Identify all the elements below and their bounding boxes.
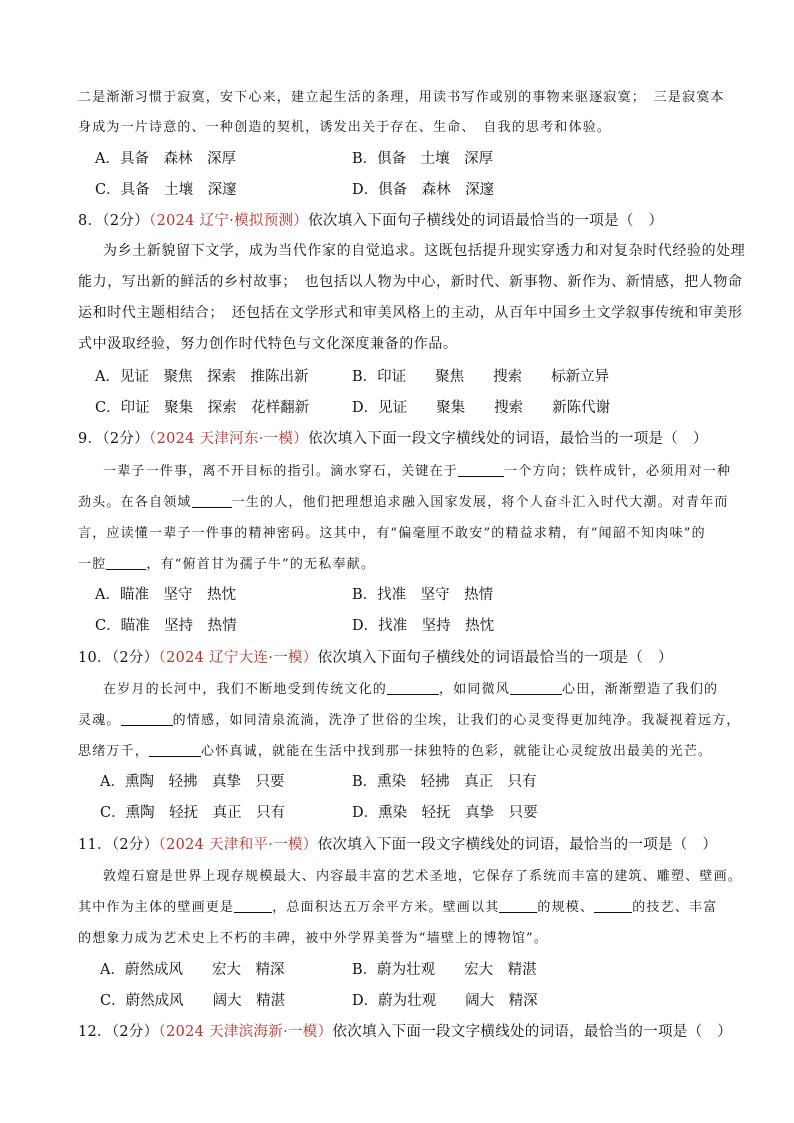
question-source: （2024 天津和平·一模） <box>158 837 318 853</box>
option-c[interactable]: C．熏陶 轻抚 真正 只有 <box>100 805 286 821</box>
passage-line: 运和时代主题相结合； 还包括在文学形式和审美风格上的主动，从百年中国乡土文学叙事传统和审美形 <box>78 305 743 321</box>
option-b[interactable]: B．找准 坚守 热情 <box>352 587 494 603</box>
passage-line: 敦煌石窟是世界上现存规模最大、内容最丰富的艺术圣地，它保存了系统而丰富的建筑、雕塑、壁画。 <box>103 869 743 884</box>
answer-blank <box>387 682 439 695</box>
question-source: （2024 天津滨海新·一模） <box>158 1024 333 1040</box>
passage-line: 其中作为主体的壁画更是 ，总面积达五万余平方米。壁画以其 的规模、 的技艺、丰富 <box>78 900 718 915</box>
option-d[interactable]: D．找准 坚持 热忱 <box>352 618 495 634</box>
passage-line: 思绪万千， 心怀真诚，就能在生活中找到那一抹独特的色彩，就能让心灵绽放出最美的光芒。 <box>78 744 713 759</box>
option-b[interactable]: B．熏染 轻拂 真正 只有 <box>352 774 537 790</box>
answer-blank <box>234 900 272 913</box>
passage-line: 在岁月的长河中，我们不断地受到传统文化的 ，如同微风 心田，渐渐塑造了我们的 <box>103 682 719 697</box>
passage-line: 二是渐渐习惯于寂寞，安下心来，建立起生活的条理，用读书写作或别的事物来驱逐寂寞； 三是寂寞本 <box>78 90 725 105</box>
question-9 <box>78 427 708 448</box>
option-b[interactable]: B．俱备 土壤 深厚 <box>352 151 494 167</box>
question-stem: 依次填入下面句子横线处的词语最恰当的一项是（ ） <box>308 213 664 229</box>
passage-line: 式中汲取经验，努力创作时代特色与文化深度兼备的作品。 <box>78 336 458 352</box>
answer-blank <box>458 464 504 477</box>
question-number: 8．（2分） <box>78 213 150 229</box>
passage-line: 为乡土新貌留下文学，成为当代作家的自觉追求。这既包括提升现实穿透力和对复杂时代经验的处理 <box>103 243 746 259</box>
option-d[interactable]: D．见证 聚集 搜索 新陈代谢 <box>352 400 611 416</box>
passage-line: 灵魂。 的情感，如同清泉流淌，洗净了世俗的尘埃，让我们的心灵变得更加纯净。我凝视着远方， <box>78 713 741 728</box>
passage-line: 身成为一片诗意的、一种创造的契机，诱发出关于存在、生命、 自我的思考和体验。 <box>78 120 612 135</box>
question-number: 12．（2分） <box>78 1024 159 1040</box>
option-a[interactable]: A．熏陶 轻拂 真挚 只要 <box>100 774 285 790</box>
question-10 <box>78 646 673 667</box>
option-a[interactable]: A．瞄准 坚守 热忱 <box>95 587 236 603</box>
option-c[interactable]: C．具备 土壤 深邃 <box>95 182 237 198</box>
passage-line: 的想象力成为艺术史上不朽的丰碑，被中外学界美誉为“墙壁上的博物馆”。 <box>78 931 549 946</box>
answer-blank <box>594 900 632 913</box>
question-8 <box>78 209 663 230</box>
option-d[interactable]: D．蔚为壮观 阔大 精深 <box>352 993 538 1009</box>
question-stem: 依次填入下面一段文字横线处的词语，最恰当的一项是（ ） <box>332 1024 733 1040</box>
option-b[interactable]: B．印证 聚焦 搜索 标新立异 <box>352 369 610 385</box>
option-a[interactable]: A．蔚然成风 宏大 精深 <box>100 962 285 978</box>
question-number: 9．（2分） <box>78 431 150 447</box>
answer-blank <box>106 557 146 570</box>
option-c[interactable]: C．瞄准 坚持 热情 <box>95 618 237 634</box>
passage-line: 一辈子一件事，离不开目标的指引。滴水穿石，关键在于 一个方向；铁杵成针，必须用对一种 <box>103 464 732 479</box>
passage-line: 能力，写出新的鲜活的乡村故事； 也包括以人物为中心，新时代、新事物、新作为、新情感，把人物命 <box>78 274 743 290</box>
option-d[interactable]: D．俱备 森林 深邃 <box>352 182 495 198</box>
question-stem: 依次填入下面句子横线处的词语最恰当的一项是（ ） <box>317 650 673 666</box>
option-c[interactable]: C．印证 聚集 探索 花样翻新 <box>95 400 310 416</box>
answer-blank <box>192 495 232 508</box>
question-stem: 依次填入下面一段文字横线处的词语，最恰当的一项是（ ） <box>308 431 708 447</box>
question-stem: 依次填入下面一段文字横线处的词语，最恰当的一项是（ ） <box>317 837 718 853</box>
passage-line: 言，应读懂一辈子一件事的精神密码。这其中，有“偏毫厘不敢安”的精益求精，有“闻韶不知肉味”的 <box>78 526 706 541</box>
question-source: （2024 辽宁·模拟预测） <box>149 213 309 229</box>
answer-blank <box>510 682 562 695</box>
answer-blank <box>121 713 173 726</box>
question-11 <box>78 833 717 854</box>
question-source: （2024 辽宁大连·一模） <box>158 650 318 666</box>
passage-line: 一腔 ，有“俯首甘为孺子牛”的无私奉献。 <box>78 557 376 572</box>
question-number: 11．（2分） <box>78 837 159 853</box>
option-c[interactable]: C．蔚然成风 阔大 精湛 <box>100 993 286 1009</box>
answer-blank <box>149 744 201 757</box>
option-a[interactable]: A．具备 森林 深厚 <box>95 151 236 167</box>
option-b[interactable]: B．蔚为壮观 宏大 精湛 <box>352 962 537 978</box>
option-d[interactable]: D．熏染 轻抚 真挚 只要 <box>352 805 538 821</box>
answer-blank <box>499 900 537 913</box>
option-a[interactable]: A．见证 聚焦 探索 推陈出新 <box>95 369 309 385</box>
question-number: 10．（2分） <box>78 650 159 666</box>
question-12 <box>78 1020 732 1041</box>
passage-line: 劲头。在各自领域 一生的人，他们把理想追求融入国家发展，将个人奋斗汇入时代大潮。对青年而 <box>78 495 729 510</box>
question-source: （2024 天津河东·一模） <box>149 431 309 447</box>
